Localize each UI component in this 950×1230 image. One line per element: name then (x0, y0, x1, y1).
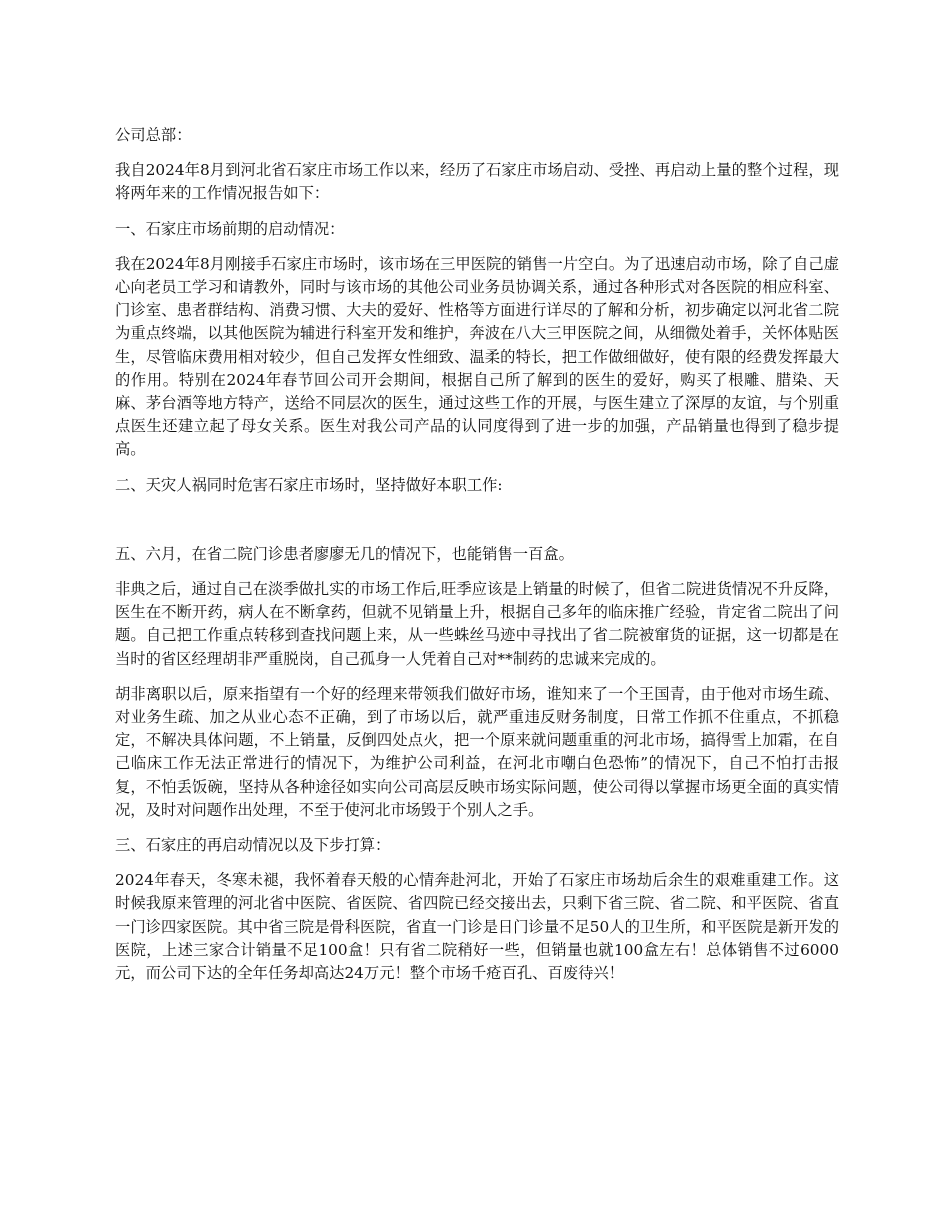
section-heading-2: 二、天灾人祸同时危害石家庄市场时，坚持做好本职工作: (115, 475, 503, 494)
body-paragraph: 胡非离职以后，原来指望有一个好的经理来带领我们做好市场，谁知来了一个王国青，由于他对市场生疏、对业务生疏、加之从业心态不正确，到了市场以后，就严重违反财务制度，日常工作抓不住重点，不抓稳定，不解决具体问题，不上销量，反倒四处点火，把一个原来就问题重重的河北市场，搞得雪上加霜，在自己临床工作无法正常进行的情况下，为维护公司利益，在河北市嘲白色恐怖”的情况下，自己不怕打击报复，不怕丢饭碗，坚持从各种途径如实向公司高层反映市场实际问题，使公司得以掌握市场更全面的真实情况，及时对问题作出处理，不至于使河北市场毁于个别人之手。 (115, 684, 839, 819)
intro-paragraph: 我自2024年8月到河北省石家庄市场工作以来，经历了石家庄市场启动、受挫、再启动上量的整个过程，现将两年来的工作情况报告如下： (115, 161, 839, 203)
body-paragraph: 2024年春天，冬寒未褪，我怀着春天般的心情奔赴河北，开始了石家庄市场劫后余生的艰难重建工作。这时候我原来管理的河北省中医院、省医院、省四院已经交接出去，只剩下省三院、省二院、和平医院、省直一门诊四家医院。其中省三院是骨科医院，省直一门诊是日门诊量不足50人的卫生所，和平医院是新开发的医院，上述三家合计销量不足100盒！只有省二院稍好一些，但销量也就100盒左右！总体销售不过6000元，而公司下达的全年任务却高达24万元！整个市场千疮百孔、百废待兴！ (115, 871, 839, 983)
body-paragraph: 五、六月，在省二院门诊患者廖廖无几的情况下，也能销售一百盒。 (115, 544, 574, 563)
body-paragraph: 我在2024年8月刚接手石家庄市场时，该市场在三甲医院的销售一片空白。为了迅速启动市场，除了自己虚心向老员工学习和请教外，同时与该市场的其他公司业务员协调关系，通过各种形式对各医院的相应科室、门诊室、患者群结构、消费习惯、大夫的爱好、性格等方面进行详尽的了解和分析，初步确定以河北省二院为重点终端，以其他医院为辅进行科室开发和维护，奔波在八大三甲医院之间，从细微处着手，关怀体贴医生，尽管临床费用相对较少，但自己发挥女性细致、温柔的特长，把工作做细做好，使有限的经费发挥最大的作用。特别在2024年春节回公司开会期间，根据自己所了解到的医生的爱好，购买了根雕、腊染、天麻、茅台酒等地方特产，送给不同层次的医生，通过这些工作的开展，与医生建立了深厚的友谊，与个别重点医生还建立起了母女关系。医生对我公司产品的认同度得到了进一步的加强，产品销量也得到了稳步提高。 (115, 254, 839, 459)
salutation: 公司总部： (115, 126, 192, 144)
section-heading-3: 三、石家庄的再启动情况以及下步打算： (115, 836, 391, 855)
section-heading-1: 一、石家庄市场前期的启动情况： (115, 219, 345, 238)
body-paragraph: 非典之后，通过自己在淡季做扎实的市场工作后,旺季应该是上销量的时候了，但省二院进货情况不升反降，医生在不断开药，病人在不断拿药，但就不见销量上升，根据自己多年的临床推广经验，肯定省二院出了问题。自己把工作重点转移到查找问题上来，从一些蛛丝马迹中寻找出了省二院被窜货的证据，这一切都是在当时的省区经理胡非严重脱岗，自己孤身一人凭着自己对**制药的忠诚来完成的。 (115, 580, 839, 668)
document-body (115, 124, 839, 997)
